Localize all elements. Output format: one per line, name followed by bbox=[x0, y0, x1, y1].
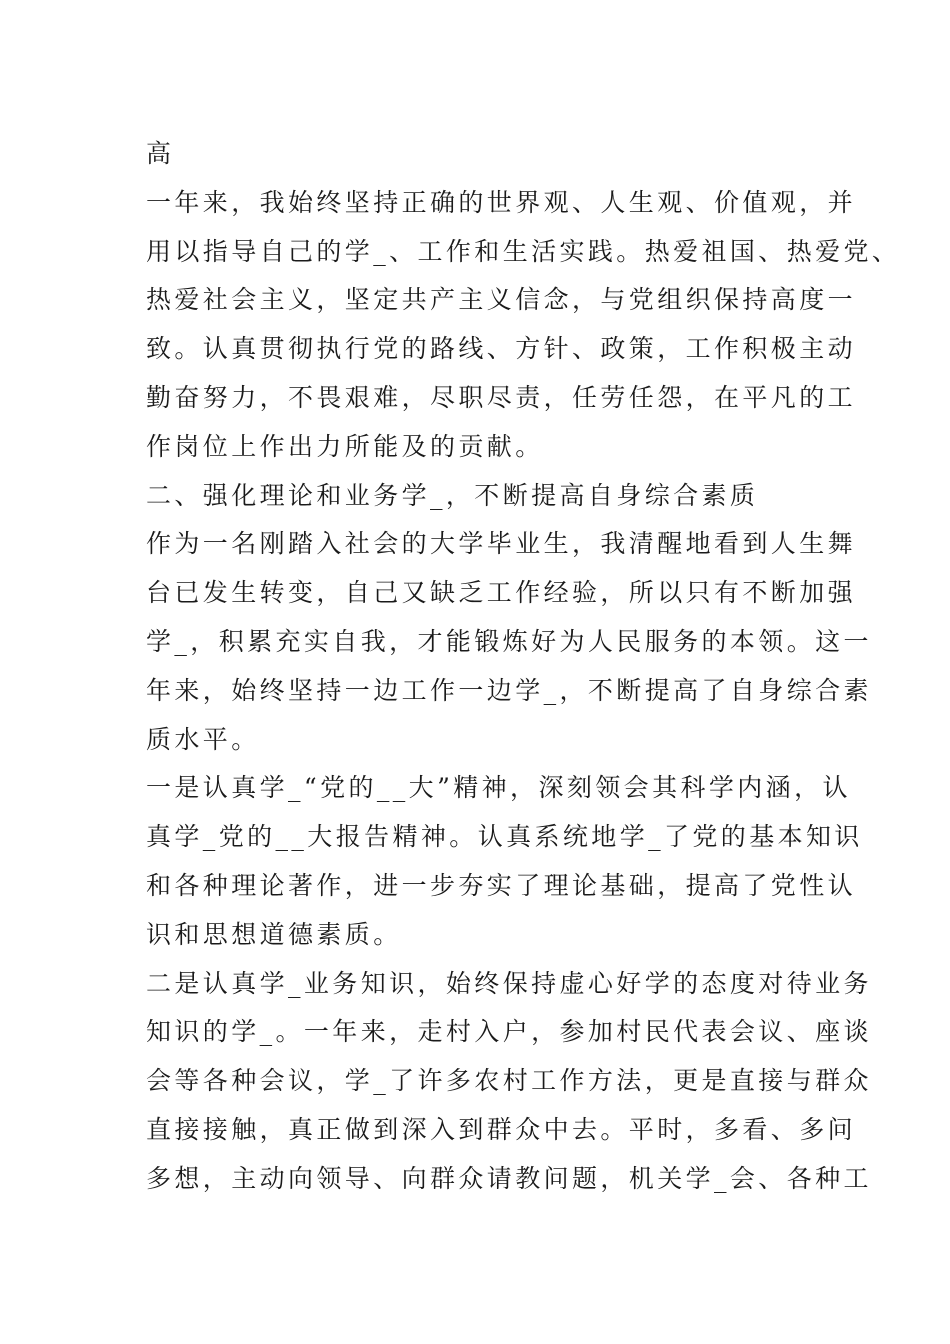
text-line: 一是认真学_“党的__大”精神，深刻领会其科学内涵，认 bbox=[146, 773, 851, 803]
text-line: 作岗位上作出力所能及的贡献。 bbox=[146, 431, 544, 461]
text-line: 一年来，我始终坚持正确的世界观、人生观、价值观，并 bbox=[146, 187, 857, 217]
document-body bbox=[146, 130, 901, 1204]
text-line: 热爱社会主义，坚定共产主义信念，与党组织保持高度一 bbox=[146, 285, 857, 315]
text-line: 知识的学_。一年来，走村入户，参加村民代表会议、座谈 bbox=[146, 1017, 872, 1047]
text-line: 勤奋努力，不畏艰难，尽职尽责，任劳任怨，在平凡的工 bbox=[146, 382, 857, 412]
section-heading: 二、强化理论和业务学_，不断提高自身综合素质 bbox=[146, 480, 759, 510]
text-line: 和各种理论著作，进一步夯实了理论基础，提高了党性认 bbox=[146, 870, 857, 900]
text-line: 高 bbox=[146, 139, 175, 168]
text-line: 真学_党的__大报告精神。认真系统地学_了党的基本知识 bbox=[146, 822, 863, 852]
text-line: 用以指导自己的学_、工作和生活实践。热爱祖国、热爱党、 bbox=[146, 236, 901, 266]
text-line: 质水平。 bbox=[146, 724, 260, 754]
text-line: 二是认真学_业务知识，始终保持虚心好学的态度对待业务 bbox=[146, 968, 872, 998]
text-line: 致。认真贯彻执行党的路线、方针、政策，工作积极主动 bbox=[146, 334, 857, 364]
text-line: 直接接触，真正做到深入到群众中去。平时，多看、多问 bbox=[146, 1114, 857, 1144]
text-line: 作为一名刚踏入社会的大学毕业生，我清醒地看到人生舞 bbox=[146, 529, 857, 559]
text-line: 台已发生转变，自己又缺乏工作经验，所以只有不断加强 bbox=[146, 578, 857, 608]
text-line: 会等各种会议，学_了许多农村工作方法，更是直接与群众 bbox=[146, 1066, 872, 1096]
text-line: 学_，积累充实自我，才能锻炼好为人民服务的本领。这一 bbox=[146, 626, 872, 656]
text-line: 年来，始终坚持一边工作一边学_，不断提高了自身综合素 bbox=[146, 675, 872, 705]
text-line: 识和思想道德素质。 bbox=[146, 919, 402, 949]
text-line: 多想，主动向领导、向群众请教问题，机关学_会、各种工 bbox=[146, 1163, 872, 1193]
